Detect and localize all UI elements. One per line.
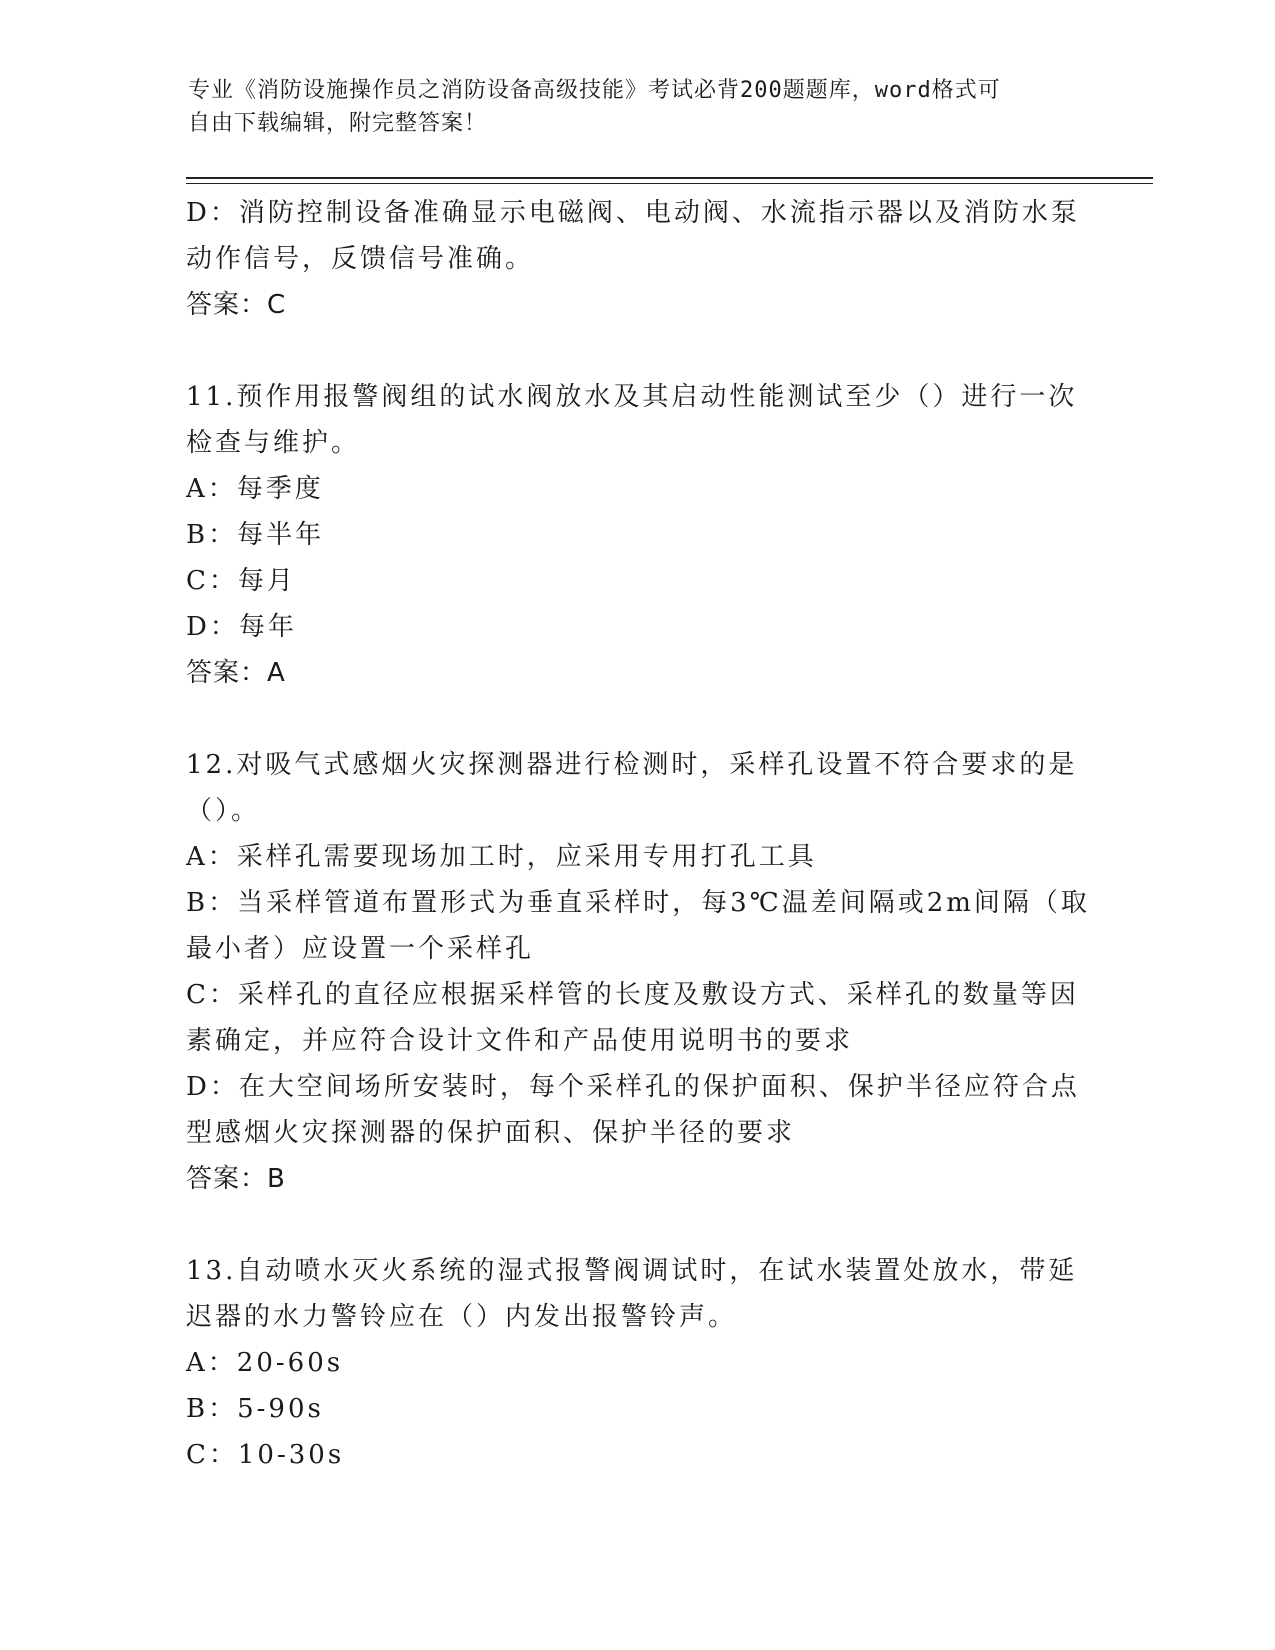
previous-question-tail [186, 190, 1086, 328]
spacer [186, 696, 1086, 742]
header-rule-thick [186, 177, 1153, 179]
question-stem-line-2: 检查与维护。 [186, 428, 361, 458]
question-stem-line-2: 迟器的水力警铃应在（）内发出报警铃声。 [186, 1302, 738, 1332]
option-a: A：每季度 [186, 474, 324, 504]
option-d-line-2: 动作信号，反馈信号准确。 [186, 244, 535, 274]
question-stem-line-2: （）。 [186, 796, 261, 826]
question-stem-line-1: 11.预作用报警阀组的试水阀放水及其启动性能测试至少（）进行一次 [186, 382, 1078, 412]
option-c-line-2: 素确定，并应符合设计文件和产品使用说明书的要求 [186, 1026, 854, 1056]
option-c-line-1: C：采样孔的直径应根据采样管的长度及敷设方式、采样孔的数量等因 [186, 980, 1079, 1010]
option-a: A：采样孔需要现场加工时，应采用专用打孔工具 [186, 842, 817, 872]
option-c: C：每月 [186, 566, 296, 596]
option-d-line-1: D：在大空间场所安装时，每个采样孔的保护面积、保护半径应符合点 [186, 1072, 1080, 1102]
option-d-line-2: 型感烟火灾探测器的保护面积、保护半径的要求 [186, 1118, 796, 1148]
header-line-1: 专业《消防设施操作员之消防设备高级技能》考试必背200题题库，word格式可 [188, 78, 1001, 103]
header-rule-thin [186, 183, 1153, 184]
header-line-2: 自由下载编辑，附完整答案！ [188, 111, 488, 136]
document-header [188, 74, 1068, 140]
spacer [186, 328, 1086, 374]
question-12 [186, 742, 1090, 1202]
answer-label: 答案：A [186, 658, 286, 688]
option-b: B：5-90s [186, 1394, 324, 1424]
question-stem-line-1: 13.自动喷水灭火系统的湿式报警阀调试时，在试水装置处放水，带延 [186, 1256, 1078, 1286]
option-d-line-1: D：消防控制设备准确显示电磁阀、电动阀、水流指示器以及消防水泵 [186, 198, 1080, 228]
option-d: D：每年 [186, 612, 297, 642]
option-b: B：每半年 [186, 520, 325, 550]
question-content [186, 190, 1090, 1478]
answer-label: 答案：B [186, 1164, 286, 1194]
question-13 [186, 1248, 1086, 1478]
option-b-line-1: B：当采样管道布置形式为垂直采样时，每3℃温差间隔或2m间隔（取 [186, 888, 1090, 918]
question-11 [186, 374, 1086, 696]
option-c: C：10-30s [186, 1440, 345, 1470]
spacer [186, 1202, 1086, 1248]
option-a: A：20-60s [186, 1348, 344, 1378]
answer-label: 答案：C [186, 290, 287, 320]
question-stem-line-1: 12.对吸气式感烟火灾探测器进行检测时，采样孔设置不符合要求的是 [186, 750, 1078, 780]
option-b-line-2: 最小者）应设置一个采样孔 [186, 934, 535, 964]
